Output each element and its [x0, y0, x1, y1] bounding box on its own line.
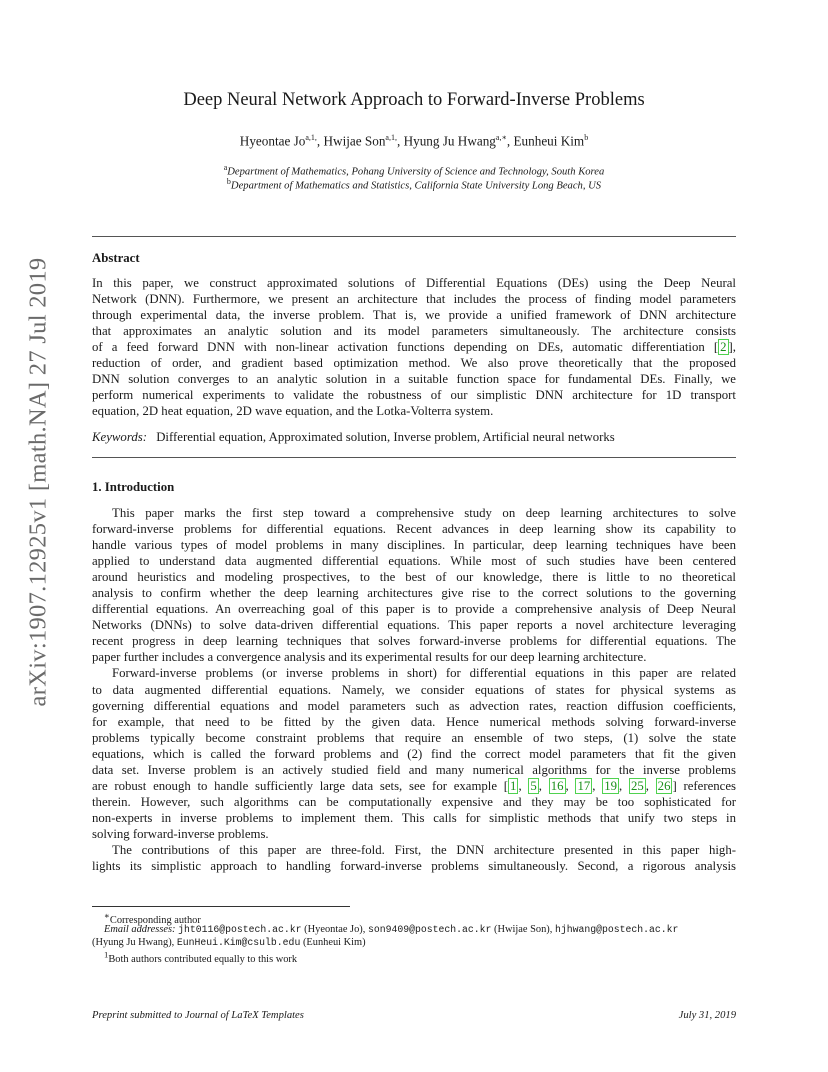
intro-line: applied to understand data augmented differential equations. While most of such studies have been centered: [92, 554, 736, 569]
abstract-body: [92, 275, 736, 419]
email-owner: (Hyung Ju Hwang),: [92, 937, 175, 948]
abstract-line: Network (DNN). Furthermore, we present an architecture that includes the process of finding model parameters: [92, 292, 736, 307]
abstract-line: of a feed forward DNN with non-linear activation functions depending on DEs, automatic differentiation [ 2 ],: [92, 340, 736, 355]
intro-line: differential equations. An overreaching goal of this paper is to provide a comprehensive analysis of Deep Neural: [92, 602, 736, 617]
section-heading: 1. Introduction: [92, 480, 175, 494]
footnote-equal-contribution: [92, 949, 736, 966]
email-link[interactable]: son9409@postech.ac.kr: [367, 924, 492, 935]
author-mark: a,∗: [495, 133, 507, 142]
author-mark: a,1,: [305, 133, 317, 142]
email-link[interactable]: EunHeui.Kim@csulb.edu: [176, 937, 301, 948]
author-name: Hyeontae Jo: [239, 133, 306, 149]
intro-line: governing differential equations and model parameters such as advection rates, reaction diffusion coefficients,: [92, 698, 736, 713]
intro-line: therein. However, such algorithms can be computationally expensive and they may be too sophisticated for: [92, 794, 736, 809]
abstract-line: that approximates an analytic solution and its model parameters simultaneously. The architecture consists: [92, 324, 736, 339]
intro-line: to data augmented differential equations. Namely, we consider equations of states for physical systems as: [92, 682, 736, 697]
intro-line: Forward-inverse problems (or inverse problems in short) for differential equations in this paper are related: [112, 666, 736, 681]
citation-link[interactable]: 5: [530, 778, 537, 793]
keywords-text: Differential equation, Approximated solution, Inverse problem, Artificial neural networks: [156, 430, 615, 444]
affiliation-mark: a: [223, 163, 228, 172]
footnote-mark: 1: [104, 950, 109, 960]
email-owner: (Eunheui Kim): [302, 937, 366, 948]
abstract-line: reduction of order, and gradient based optimization method. We also prove theoretically that the proposed: [92, 356, 736, 371]
affiliation-text: Department of Mathematics, Pohang University of Science and Technology, South Korea: [227, 166, 605, 178]
intro-line: lights its simplistic approach to handling forward-inverse problems simultaneously. Second, a rigorous analysis: [92, 859, 736, 874]
citation-link[interactable]: 26: [657, 778, 671, 793]
abstract-line: perform numerical experiments to validate the robustness of our simplistic DNN architecture for 1D transport: [92, 388, 736, 403]
abstract-line: through experimental data, the inverse problem. That is, we provide a unified framework of DNN architecture: [92, 308, 736, 323]
intro-line: The contributions of this paper are three-fold. First, the DNN architecture presented in this paper high-: [112, 842, 736, 857]
author-mark: b: [584, 133, 589, 142]
intro-line: problems typically become constraint problems that require an ensemble of two steps, (1) solve the state: [92, 730, 736, 745]
affiliation-a: [0, 163, 828, 178]
abstract-line: In this paper, we construct approximated solutions of Differential Equations (DEs) using the Deep Neural: [92, 276, 736, 290]
citation-link[interactable]: 25: [630, 778, 644, 793]
citation-link[interactable]: 19: [604, 778, 617, 793]
email-label: Email addresses:: [104, 924, 176, 935]
footnote-rule: [92, 906, 350, 907]
footnote-mark: ∗: [104, 911, 110, 921]
author-name: Hyung Ju Hwang: [403, 133, 496, 149]
author-name: Eunheui Kim: [513, 133, 585, 149]
footnote-text: Both authors contributed equally to this work: [108, 954, 298, 966]
keywords-line: [92, 430, 736, 445]
email-owner: (Hwijae Son),: [494, 924, 553, 935]
author-name: Hwijae Son: [323, 133, 386, 149]
affiliation-b: [0, 177, 828, 192]
footnote-text: Corresponding author: [109, 915, 201, 927]
page-footer: [92, 1010, 736, 1021]
arxiv-id-text: arXiv:1907.12925v1 [math.NA] 27 Jul 2019: [24, 257, 51, 707]
email-link[interactable]: hjhwang@postech.ac.kr: [554, 924, 679, 935]
intro-line: non-experts in inverse problems to implement them. This calls for simplistic methods that unify two steps in: [92, 810, 736, 825]
footer-date: July 31, 2019: [678, 1010, 736, 1021]
intro-line: recent progress in deep learning techniques that solves forward-inverse problems for differential equations. The: [92, 634, 736, 649]
intro-line: data set. Inverse problem is an actively studied field and many numerical algorithms for the inverse problems: [92, 762, 736, 777]
intro-line: This paper marks the first step toward a comprehensive study on deep learning architectures to solve: [112, 506, 736, 520]
intro-line: for example, that need to be fitted by the given data. Hence numerical methods solving forward-inverse: [92, 714, 736, 729]
intro-line: analysis to confirm whether the deep learning architectures give rise to the correct solutions to the governing: [92, 586, 736, 601]
paper-title: Deep Neural Network Approach to Forward-Inverse Problems: [183, 90, 645, 110]
email-owner: (Hyeontae Jo),: [304, 924, 366, 935]
keywords-label: Keywords:: [92, 430, 147, 444]
intro-line: equations, which is called the forward problems and (2) find the correct model parameters that fit the given: [92, 746, 736, 761]
arxiv-side-stamp: [18, 257, 58, 707]
affiliation-mark: b: [226, 177, 231, 186]
citation-link[interactable]: 17: [577, 778, 591, 793]
footer-journal: Preprint submitted to Journal of LaTeX Templates: [92, 1010, 304, 1021]
abstract-bottom-rule: [92, 457, 736, 458]
author-mark: a,1,: [385, 133, 397, 142]
introduction-body: [92, 505, 736, 874]
author-list: Hyeontae $Jo^{a,1,}$, Hwijae Son$^{a,1,}$, Hyung Ju Hwang$^{a,∗}$, Eunheui Kim$^b$: [239, 133, 589, 149]
intro-line: around heuristics and modeling prospectives, to the best of our knowledge, there is little to no theoretical: [92, 570, 736, 585]
affiliation-text: Department of Mathematics and Statistics, California State University Long Beach, US: [230, 180, 602, 192]
intro-line: forward-inverse problems for differential equations. Recent advances in deep learning show its capability to: [92, 522, 736, 537]
intro-line: paper further includes a convergence analysis and its experimental results for our deep learning architecture.: [92, 650, 647, 665]
intro-line: handle various types of model problems in many disciplines. In particular, deep learning techniques have been: [92, 538, 736, 553]
abstract-line: equation, 2D heat equation, 2D wave equation, and the Lotka-Volterra system.: [92, 404, 494, 419]
abstract-top-rule: [92, 236, 736, 237]
footnote-emails: [92, 923, 736, 949]
intro-line: Networks (DNNs) to solve data-driven differential equations. This paper reports a novel architecture leveraging: [92, 618, 736, 633]
citation-link[interactable]: 2: [720, 340, 727, 355]
abstract-line: DNN solution converges to an analytic solution in a suitable function space for fundamental DEs. Finally, we: [92, 372, 736, 387]
intro-line: are robust enough to handle sufficiently large data sets, see for example [ 1 , 5 , 16 , 17 , 19 , 25 , 26 ] references: [92, 778, 737, 793]
citation-link[interactable]: 1: [510, 778, 517, 793]
abstract-heading: Abstract: [92, 251, 140, 265]
citation-link[interactable]: 16: [550, 778, 564, 793]
email-link[interactable]: jht0116@postech.ac.kr: [178, 924, 302, 935]
intro-line: solving forward-inverse problems.: [92, 826, 269, 841]
